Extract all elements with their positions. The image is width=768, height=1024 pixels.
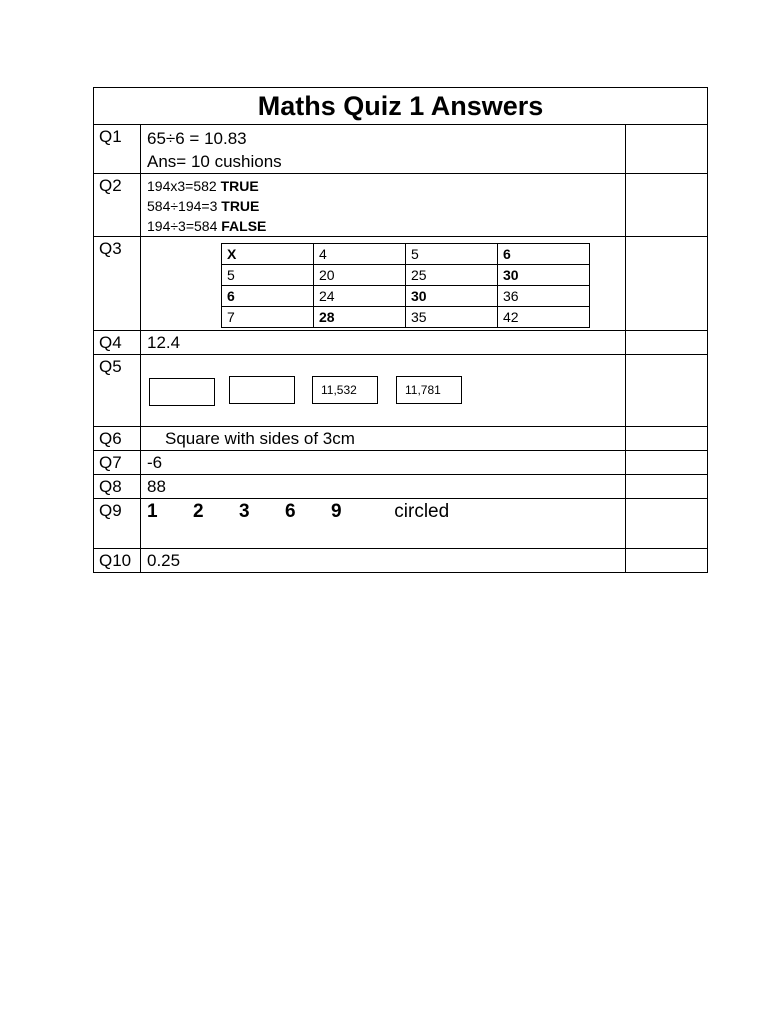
grid-cell: 6 [498,244,590,265]
factor-number: 9 [331,501,342,522]
mark-cell [626,451,708,475]
expression: 194÷3=584 [147,218,218,234]
verdict: TRUE [221,198,260,214]
multiplication-grid-wrap [141,237,625,323]
grid-row [222,307,590,328]
grid-row [222,286,590,307]
grid-cell: 24 [314,286,406,307]
grid-cell: 4 [314,244,406,265]
grid-cell: 36 [498,286,590,307]
question-label: Q2 [94,174,141,237]
page-title: Maths Quiz 1 Answers [94,88,708,125]
answer-cell [141,174,626,237]
answer-box: 11,781 [396,376,462,404]
factor-list [147,501,394,522]
answer-table [93,87,708,573]
grid-cell: 20 [314,265,406,286]
title-row [94,88,708,125]
question-label: Q7 [94,451,141,475]
question-label: Q4 [94,331,141,355]
mark-cell [626,331,708,355]
question-label: Q6 [94,427,141,451]
question-row-q4 [94,331,708,355]
grid-cell: 42 [498,307,590,328]
grid-cell: 7 [222,307,314,328]
mark-cell [626,499,708,549]
question-row-q5 [94,355,708,427]
number-boxes [141,355,625,425]
mark-cell [626,237,708,331]
answer-cell: Square with sides of 3cm [141,427,626,451]
answer-box: 11,532 [312,376,378,404]
question-label: Q5 [94,355,141,427]
expression: 194x3=582 [147,178,217,194]
answer-line [147,196,625,216]
grid-cell: 30 [498,265,590,286]
question-row-q2 [94,174,708,237]
answer-box [149,378,215,406]
question-row-q9 [94,499,708,549]
answer-line: Ans= 10 cushions [147,152,282,171]
factor-number: 2 [193,501,204,522]
question-row-q7 [94,451,708,475]
verdict: TRUE [220,178,259,194]
question-row-q10 [94,549,708,573]
question-row-q8 [94,475,708,499]
multiplication-grid [221,243,590,328]
mark-cell [626,355,708,427]
question-label: Q9 [94,499,141,549]
answer-cell [141,125,626,174]
factor-number: 3 [239,501,250,522]
question-label: Q3 [94,237,141,331]
verdict: FALSE [221,218,267,234]
question-row-q6 [94,427,708,451]
answer-cell [141,499,626,549]
answer-cell [141,237,626,331]
answer-sheet [93,87,707,573]
grid-cell: X [222,244,314,265]
mark-cell [626,549,708,573]
grid-cell: 5 [222,265,314,286]
answer-line: 65÷6 = 10.83 [147,129,247,148]
grid-cell: 25 [406,265,498,286]
mark-cell [626,427,708,451]
answer-box [229,376,295,404]
answer-line [147,216,625,236]
answer-cell: 0.25 [141,549,626,573]
question-label: Q8 [94,475,141,499]
question-label: Q10 [94,549,141,573]
expression: 584÷194=3 [147,198,218,214]
mark-cell [626,174,708,237]
mark-cell [626,125,708,174]
factor-number: 1 [147,501,158,522]
circled-note: circled [394,501,450,522]
question-label: Q1 [94,125,141,174]
answer-cell: 88 [141,475,626,499]
answer-cell: -6 [141,451,626,475]
grid-row [222,265,590,286]
grid-cell: 28 [314,307,406,328]
factor-number: 6 [285,501,296,522]
grid-cell: 30 [406,286,498,307]
question-row-q1 [94,125,708,174]
grid-cell: 6 [222,286,314,307]
answer-line [147,176,625,196]
grid-cell: 35 [406,307,498,328]
mark-cell [626,475,708,499]
question-row-q3 [94,237,708,331]
answer-cell: 12.4 [141,331,626,355]
grid-row [222,244,590,265]
grid-cell: 5 [406,244,498,265]
answer-cell [141,355,626,427]
